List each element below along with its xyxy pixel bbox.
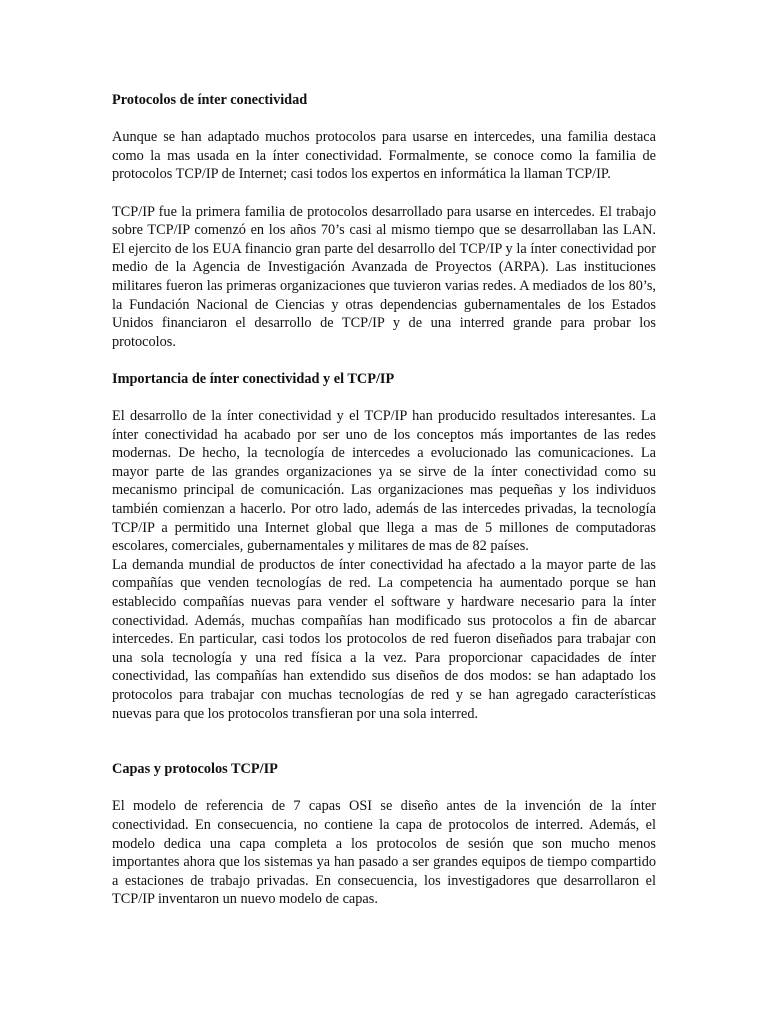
section-heading: Importancia de ínter conectividad y el TCP/IP bbox=[112, 370, 395, 387]
section-heading: Protocolos de ínter conectividad bbox=[112, 92, 308, 108]
paragraph: El modelo de referencia de 7 capas OSI se diseño antes de la invención de la ínter conectividad. En consecuencia, no contiene la capa de protocolos de interred. Además, el modelo dedica una capa completa a los protocolos de sesión que son mucho menos importantes ahora que los sistemas ya han pasado a ser grandes equipos de tiempo compartido a estaciones de trabajo privadas. En consecuencia, los investigadores que desarrollaron el TCP/IP inventaron un nuevo modelo de capas. bbox=[112, 798, 656, 908]
paragraph: TCP/IP fue la primera familia de protocolos desarrollado para usarse en intercedes. El trabajo sobre TCP/IP comenzó en los años 70’s casi al mismo tiempo que se desarrollaban las LAN. El ejercito de los EUA financio gran parte del desarrollo del TCP/IP y la ínter conectividad por medio de la Agencia de Investigación Avanzada de Proyectos (ARPA). Las instituciones militares fueron las primeras organizaciones que tuvieron varias redes. A mediados de los 80’s, la Fundación Nacional de Ciencias y otras dependencias gubernamentales de los Estados Unidos financiaron el desarrollo de TCP/IP y de una interred grande para probar los protocolos. bbox=[112, 203, 656, 350]
paragraph: Aunque se han adaptado muchos protocolos para usarse en intercedes, una familia destaca como la mas usada en la ínter conectividad. Formalmente, se conoce como la familia de protocolos TCP/IP de Internet; casi todos los expertos en informática la llaman TCP/IP. bbox=[112, 129, 656, 183]
paragraph: El desarrollo de la ínter conectividad y el TCP/IP han producido resultados interesantes. La ínter conectividad ha acabado por ser uno de los conceptos más importantes de las redes modernas. De hecho, la tecnología de intercedes a evolucionado las comunicaciones. La mayor parte de las grandes organizaciones ya se sirve de la ínter conectividad como su mecanismo principal de comunicación. Las organizaciones mas pequeñas y los individuos también comienzan a hacerlo. Por otro lado, además de las intercedes privadas, la tecnología TCP/IP a permitido una Internet global que llega a mas de 5 millones de computadoras escolares, comerciales, gubernamentales y militares de mas de 82 países. bbox=[112, 408, 656, 555]
section-heading: Capas y protocolos TCP/IP bbox=[112, 761, 278, 778]
paragraph: La demanda mundial de productos de ínter conectividad ha afectado a la mayor parte de las compañías que venden tecnologías de red. La competencia ha aumentado porque se han establecido compañías nuevas para vender el software y hardware necesario para la ínter conectividad. Además, muchas compañías han modificado sus protocolos a fin de abarcar intercedes. En particular, casi todos los protocolos de red fueron diseñados para trabajar con una sola tecnología y una red física a la vez. Para proporcionar capacidades de ínter conectividad, las compañías han extendido sus diseños de dos modos: se han adaptado los protocolos para trabajar con muchas tecnologías de red y se han agregado características nuevas para que los protocolos transfieran por una sola interred. bbox=[112, 556, 656, 722]
